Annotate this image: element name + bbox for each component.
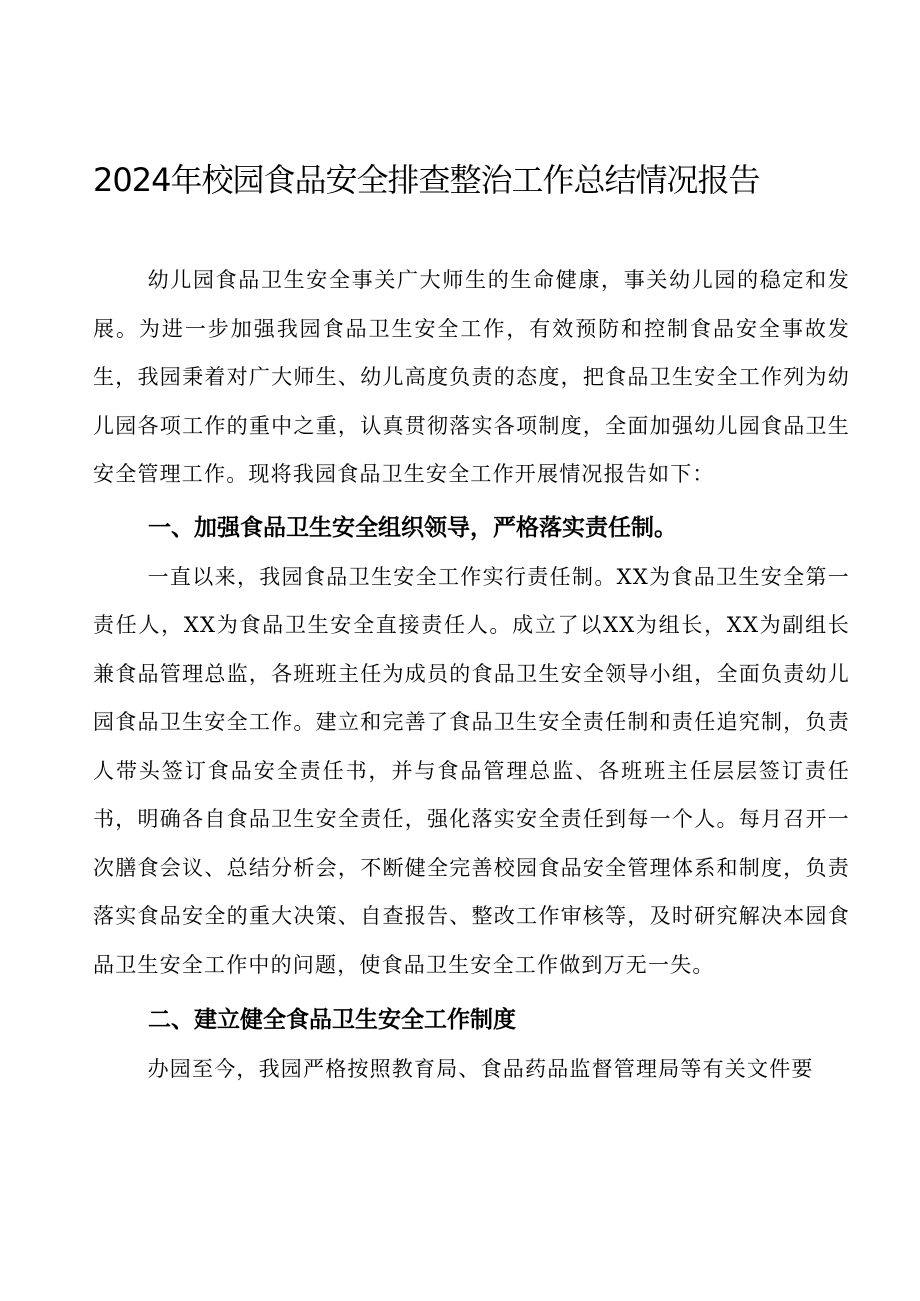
section-heading-2: 二、建立健全食品卫生安全工作制度 <box>148 1007 516 1033</box>
section-heading-1: 一、加强食品卫生安全组织领导，严格落实责任制。 <box>148 514 677 541</box>
intro-paragraph: 幼儿园食品卫生安全事关广大师生的生命健康，事关幼儿园的稳定和发展。为进一步加强我园食品卫生安全工作，有效预防和控制食品安全事故发生，我园秉着对广大师生、幼儿高度负责的态度，把食品卫生安全工作列为幼儿园各项工作的重中之重，认真贯彻落实各项制度，全面加强幼儿园食品卫生安全管理工作。现将我园食品卫生安全工作开展情况报告如下： <box>93 268 850 486</box>
section-body-2: 办园至今，我园严格按照教育局、食品药品监督管理局等有关文件要 <box>147 1057 814 1081</box>
section-body-1: 一直以来，我园食品卫生安全工作实行责任制。XX为食品卫生安全第一责任人，XX为食品卫生安全直接责任人。成立了以XX为组长，XX为副组长兼食品管理总监，各班班主任为成员的食品卫生安全领导小组，全面负责幼儿园食品卫生安全工作。建立和完善了食品卫生安全责任制和责任追究制，负责人带头签订食品安全责任书，并与食品管理总监、各班班主任层层签订责任书，明确各自食品卫生安全责任，强化落实安全责任到每一个人。每月召开一次膳食会议、总结分析会，不断健全完善校园食品安全管理体系和制度，负责落实食品安全的重大决策、自查报告、整改工作审核等，及时研究解决本园食品卫生安全工作中的问题，使食品卫生安全工作做到万无一失。 <box>93 564 850 977</box>
document-title: 2024年校园食品安全排查整治工作总结情况报告 <box>93 161 760 199</box>
